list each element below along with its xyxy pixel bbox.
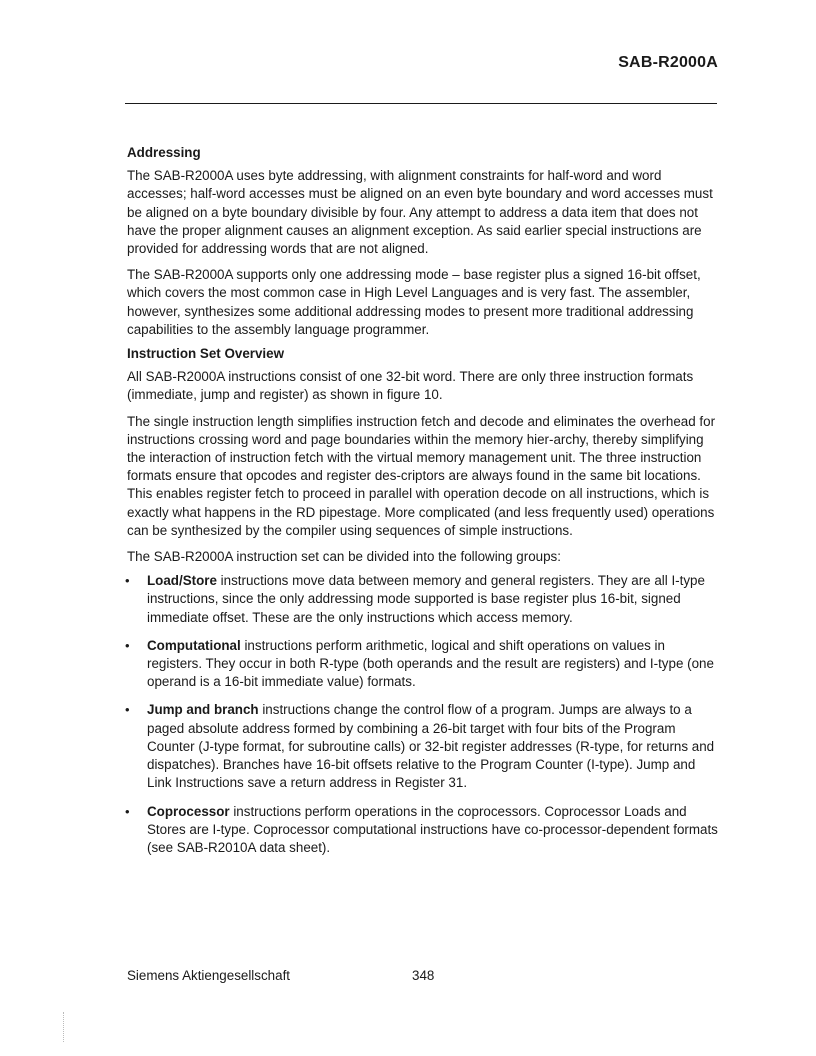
instruction-set-paragraph-2: The single instruction length simplifies instruction fetch and decode and eliminates the overhead for instructions crossing word and page boundaries within the memory hier-archy, thereby simplifying the interaction of instruction fetch with the virtual memory management unit. The three instruction formats ensure that opcodes and register des-criptors are always found in the same bit locations. This enables register fetch to proceed in parallel with operation decode on all instructions, which is exactly what happens in the RD pipestage. More complicated (and less frequently used) operations can be synthesized by the compiler using sequences of simple instructions. <box>127 413 716 538</box>
bullet-icon: • <box>125 573 130 589</box>
group-description: instructions move data between memory and general registers. They are all I-type instructions, since the only addressing mode supported is base register plus 16-bit, signed immediate offset. These are the only instructions which access memory. <box>147 573 705 625</box>
group-description: instructions perform operations in the coprocessors. Coprocessor Loads and Stores are I-type. Coprocessor computational instructions have co-processor-dependent formats (see SAB-R2010A data sheet). <box>147 803 718 855</box>
list-item-coprocessor <box>127 803 719 858</box>
group-description: instructions change the control flow of a program. Jumps are always to a paged absolute address formed by combining a 26-bit target with four bits of the Program Counter (J-type format, for subroutine calls) or 32-bit register addresses (R-type, for returns and dispatches). Branches have 16-bit offsets relative to the Program Counter (I-type). Jump and Link Instructions save a return address in Register 31. <box>147 702 715 791</box>
instruction-set-paragraph-1: All SAB-R2000A instructions consist of one 32-bit word. There are only three instruction formats (immediate, jump and register) as shown in figure 10. <box>127 369 694 403</box>
list-item-computational <box>127 637 719 692</box>
footer-page-number: 348 <box>412 968 435 983</box>
instruction-groups-list <box>127 572 719 857</box>
group-term: Load/Store <box>147 573 217 589</box>
group-description: instructions perform arithmetic, logical and shift operations on values in registers. They occur in both R-type (both operands and the result are registers) and I-type (one operand is a 16-bit immediate value) formats. <box>147 637 714 690</box>
section-heading-instruction-set: Instruction Set Overview <box>127 346 285 362</box>
document-header-title: SAB-R2000A <box>618 54 718 71</box>
header-divider <box>125 103 717 104</box>
group-term: Jump and branch <box>147 702 259 718</box>
bullet-icon: • <box>125 637 130 653</box>
footer-company-name: Siemens Aktiengesellschaft <box>127 968 291 983</box>
group-term: Coprocessor <box>147 803 230 819</box>
addressing-paragraph-1: The SAB-R2000A uses byte addressing, with alignment constraints for half-word and word accesses; half-word accesses must be aligned on an even byte boundary and word accesses must be aligned on a byte boundary divisible by four. Any attempt to address a data item that does not have the proper alignment causes an alignment exception. As said earlier special instructions are provided for addressing words that are not aligned. <box>127 168 713 257</box>
list-item-jump-branch <box>127 701 719 792</box>
bullet-icon: • <box>125 803 130 819</box>
addressing-paragraph-2: The SAB-R2000A supports only one addressing mode – base register plus a signed 16-bit offset, which covers the most common case in High Level Languages and is very fast. The assembler, however, synthesizes some additional addressing modes to present more traditional addressing capabilities to the assembly language programmer. <box>127 267 701 337</box>
page-body <box>127 144 719 867</box>
bullet-icon: • <box>125 702 130 718</box>
section-heading-addressing: Addressing <box>127 145 201 160</box>
group-term: Computational <box>147 637 241 653</box>
instruction-set-paragraph-3: The SAB-R2000A instruction set can be divided into the following groups: <box>127 549 561 565</box>
scan-artifact-mark <box>63 1012 65 1042</box>
list-item-load-store <box>127 572 719 627</box>
